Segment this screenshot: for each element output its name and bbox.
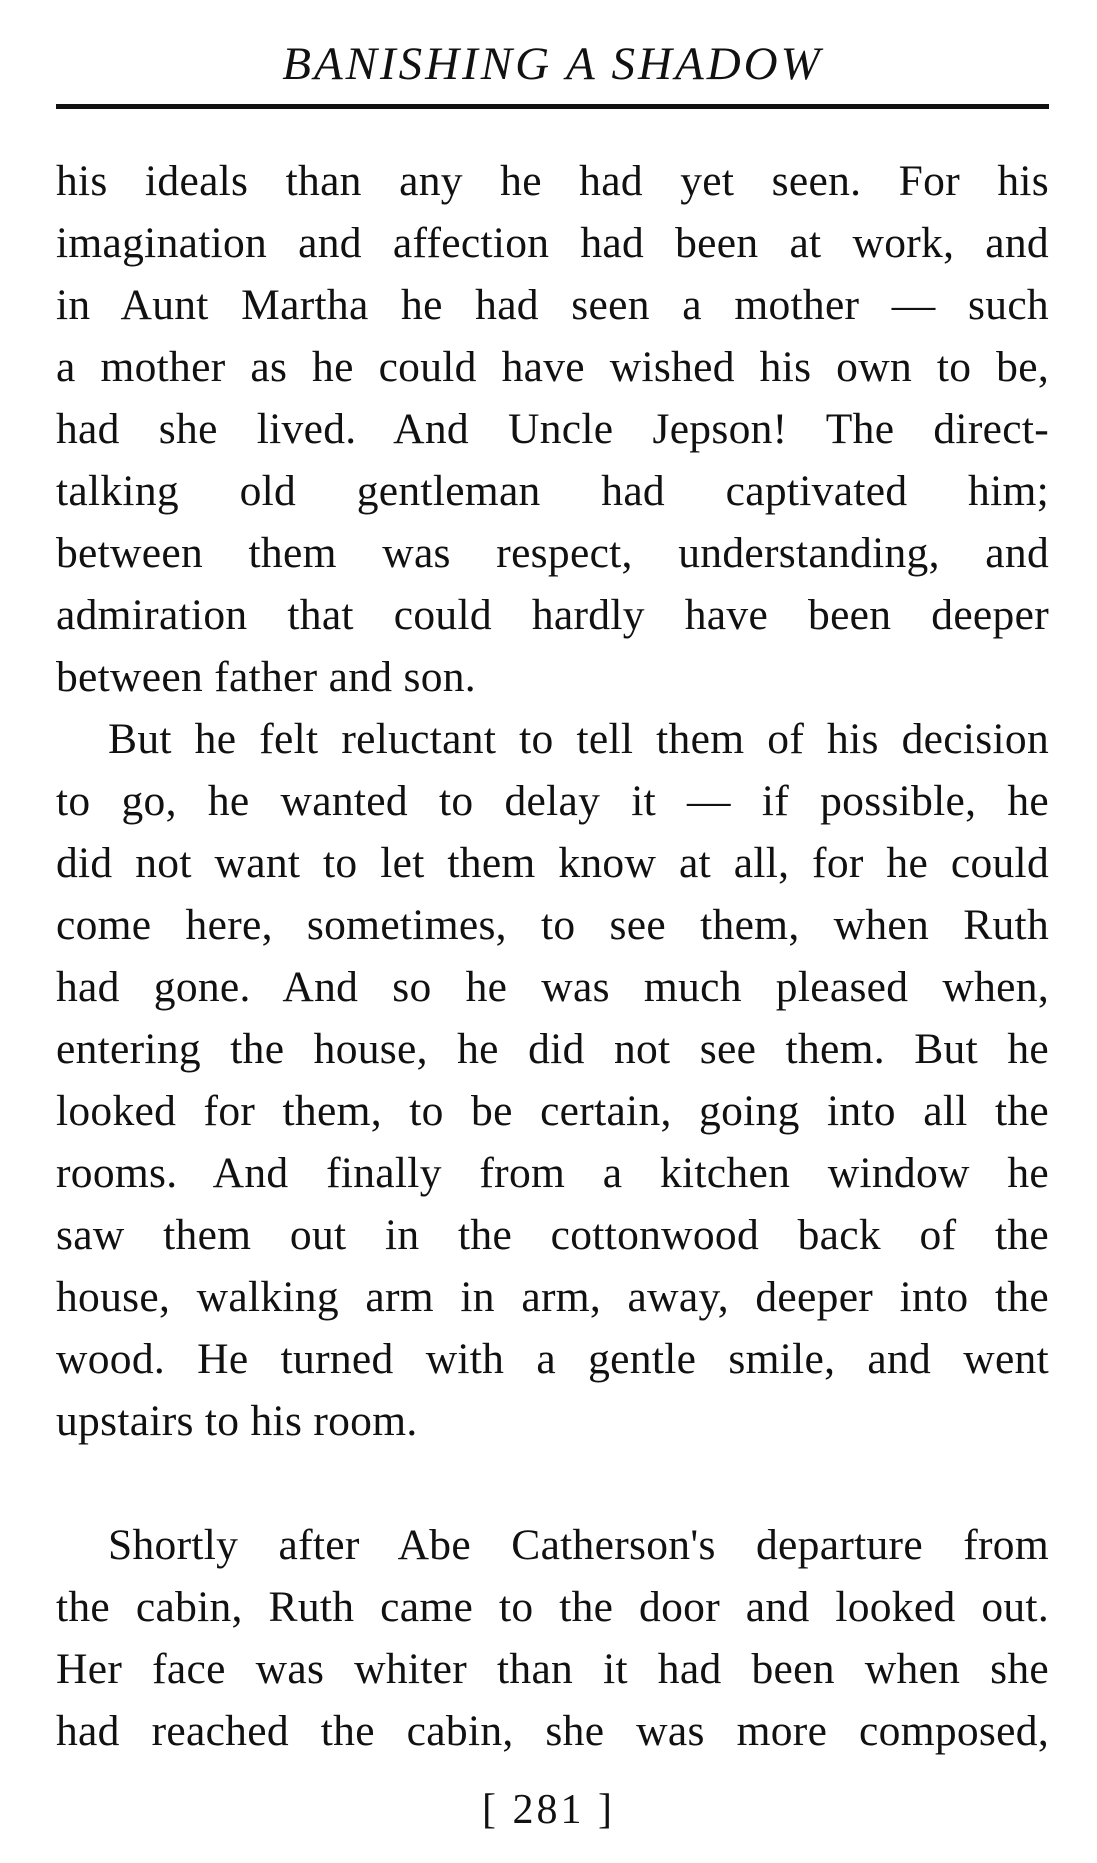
running-head: BANISHING A SHADOW	[282, 38, 823, 90]
text-line: did not want to let them know at all, for he could	[56, 839, 1049, 887]
page-number: [ 281 ]	[482, 1787, 615, 1833]
text-line: the cabin, Ruth came to the door and looked out.	[56, 1583, 1049, 1631]
text-line: house, walking arm in arm, away, deeper into the	[56, 1273, 1049, 1321]
text-line: upstairs to his room.	[56, 1397, 418, 1445]
text-line: to go, he wanted to delay it — if possible, he	[56, 777, 1049, 825]
text-line: Shortly after Abe Catherson's departure from	[108, 1521, 1049, 1569]
text-line: rooms. And finally from a kitchen window he	[56, 1149, 1049, 1197]
section-break	[56, 1452, 1049, 1514]
text-line: looked for them, to be certain, going into all the	[56, 1087, 1049, 1135]
text-line: talking old gentleman had captivated him;	[56, 467, 1049, 515]
paragraph	[56, 708, 1049, 1452]
text-line: in Aunt Martha he had seen a mother — such	[56, 281, 1049, 329]
text-line: Her face was whiter than it had been when she	[56, 1645, 1049, 1693]
text-line: had reached the cabin, she was more composed,	[56, 1707, 1049, 1755]
text-line: between them was respect, understanding, and	[56, 529, 1049, 577]
body-text	[56, 150, 1049, 1762]
text-line: imagination and affection had been at work, and	[56, 219, 1049, 267]
text-line: between father and son.	[56, 653, 476, 701]
header-rule	[56, 104, 1049, 109]
paragraph	[56, 1514, 1049, 1762]
text-line: But he felt reluctant to tell them of his decision	[108, 715, 1049, 763]
text-line: had gone. And so he was much pleased when,	[56, 963, 1049, 1011]
paragraph	[56, 150, 1049, 708]
text-line: a mother as he could have wished his own to be,	[56, 343, 1049, 391]
text-line: wood. He turned with a gentle smile, and went	[56, 1335, 1049, 1383]
text-line: come here, sometimes, to see them, when Ruth	[56, 901, 1049, 949]
text-line: admiration that could hardly have been deeper	[56, 591, 1049, 639]
text-line: entering the house, he did not see them. But he	[56, 1025, 1049, 1073]
text-line: saw them out in the cottonwood back of the	[56, 1211, 1049, 1259]
text-line: his ideals than any he had yet seen. For his	[56, 157, 1049, 205]
text-line: had she lived. And Uncle Jepson! The direct-	[56, 405, 1049, 453]
